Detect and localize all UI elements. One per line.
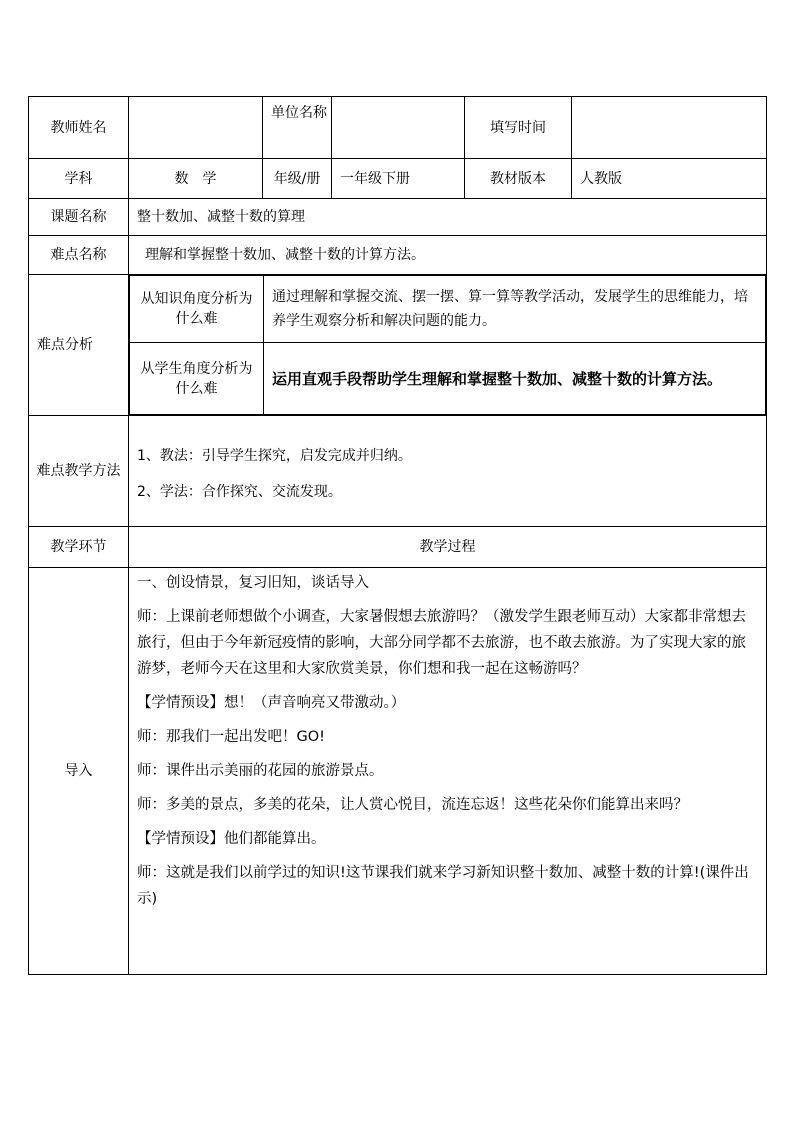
topic-label: 课题名称	[29, 199, 129, 236]
teaching-method: 1、教法：引导学生探究，启发完成并归纳。	[137, 448, 412, 464]
unit-value	[332, 97, 465, 159]
intro-line: 师：上课前老师想做个小调查，大家暑假想去旅游吗？（激发学生跟老师互动）大家都非常想去旅行，但由于今年新冠疫情的影响，大部分同学都不去旅游，也不敢去旅游。为了实现大家的旅游梦，老师今天在这里和大家欣赏美景，你们想和我一起在这畅游吗？	[137, 609, 746, 677]
row-topic	[29, 199, 767, 236]
unit-label: 单位名称	[263, 97, 332, 159]
intro-line: 师：这就是我们以前学过的知识!这节课我们就来学习新知识整十数加、减整十数的计算!(课件出示)	[137, 865, 749, 907]
process-header: 教学过程	[129, 527, 767, 568]
row-difficulty	[29, 236, 767, 275]
row-intro	[29, 568, 767, 975]
intro-stage: 导入	[29, 568, 129, 975]
grade-label: 年级/册	[263, 159, 332, 199]
edition-label: 教材版本	[465, 159, 572, 199]
analysis-label: 难点分析	[29, 275, 129, 416]
intro-line: 师：那我们一起出发吧！GO!	[137, 729, 325, 745]
intro-line: 【学情预设】他们都能算出。	[137, 831, 326, 847]
row-methods	[29, 416, 767, 527]
methods-label: 难点教学方法	[29, 416, 129, 527]
learning-method: 2、学法：合作探究、交流发现。	[137, 484, 342, 500]
edition-value: 人教版	[572, 159, 767, 199]
intro-line: 师：多美的景点，多美的花朵，让人赏心悦目，流连忘返！这些花朵你们能算出来吗？	[137, 797, 688, 813]
difficulty-label: 难点名称	[29, 236, 129, 275]
row-subject	[29, 159, 767, 199]
student-value: 运用直观手段帮助学生理解和掌握整十数加、减整十数的计算方法。	[264, 343, 766, 415]
row-teacher	[29, 97, 767, 159]
analysis-inner-table	[129, 275, 766, 415]
intro-process	[129, 568, 767, 975]
grade-value: 一年级下册	[332, 159, 465, 199]
row-analysis	[29, 275, 767, 416]
subject-label: 学科	[29, 159, 129, 199]
student-label: 从学生角度分析为什么难	[130, 343, 264, 415]
analysis-content	[129, 275, 767, 416]
row-process-header	[29, 527, 767, 568]
subject-value: 数 学	[129, 159, 263, 199]
stage-header: 教学环节	[29, 527, 129, 568]
knowledge-value: 通过理解和掌握交流、摆一摆、算一算等教学活动，发展学生的思维能力，培养学生观察分析和解决问题的能力。	[264, 276, 766, 343]
teacher-label: 教师姓名	[29, 97, 129, 159]
knowledge-label: 从知识角度分析为什么难	[130, 276, 264, 343]
intro-line: 一、创设情景，复习旧知，谈话导入	[137, 575, 369, 591]
intro-line: 【学情预设】想！（声音响亮又带激动。）	[137, 695, 406, 711]
teacher-value	[129, 97, 263, 159]
topic-value: 整十数加、减整十数的算理	[129, 199, 767, 236]
difficulty-value: 理解和掌握整十数加、减整十数的计算方法。	[129, 236, 767, 275]
lesson-plan-table	[28, 96, 767, 975]
date-label: 填写时间	[465, 97, 572, 159]
intro-line: 师：课件出示美丽的花园的旅游景点。	[137, 763, 384, 779]
date-value	[572, 97, 767, 159]
